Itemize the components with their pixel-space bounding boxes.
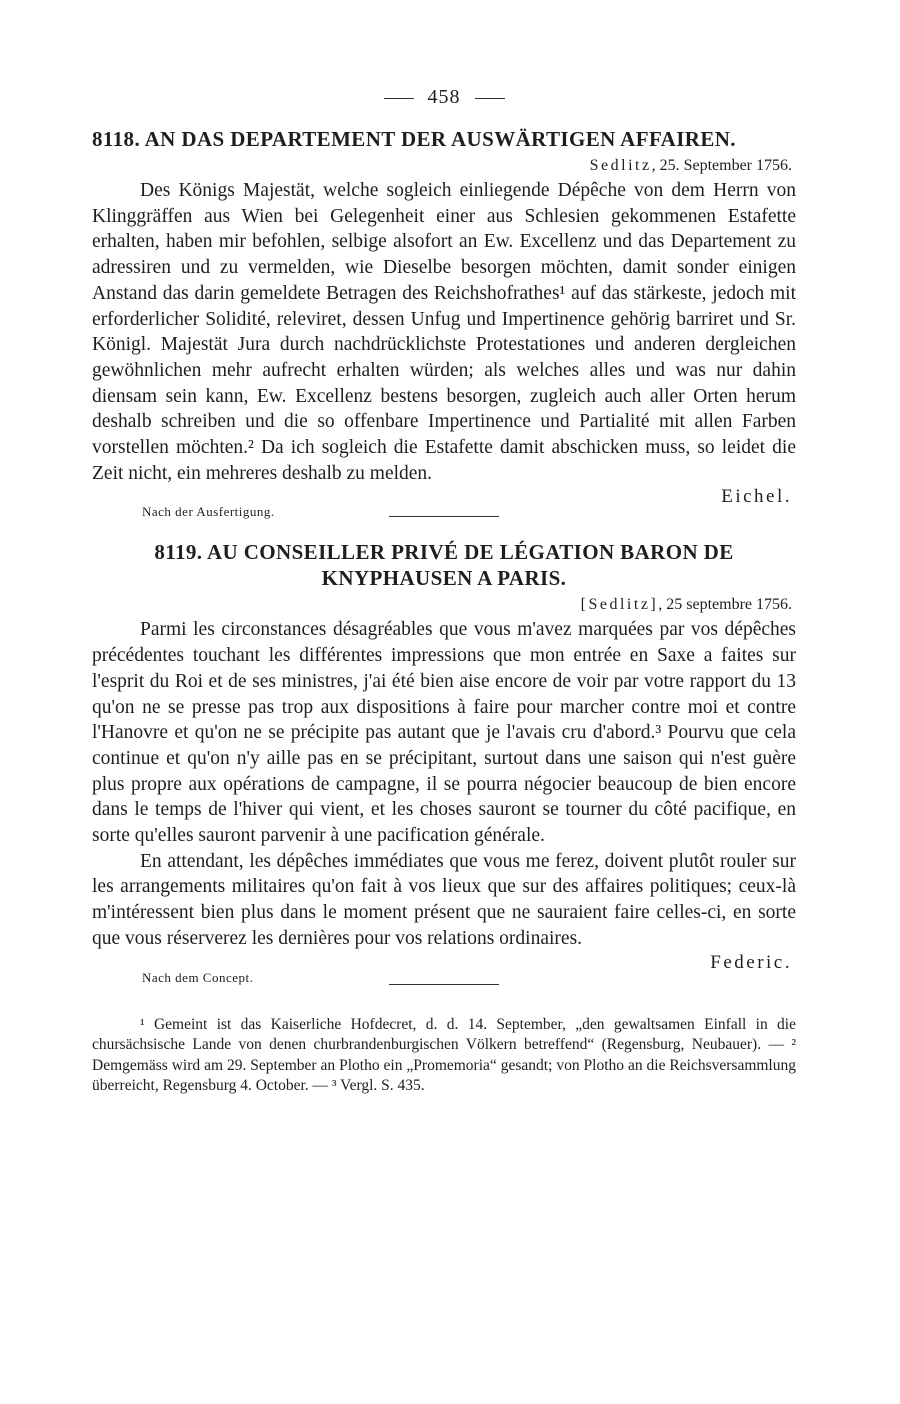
page-number-dash-left	[384, 98, 414, 99]
page-number-dash-right	[475, 98, 505, 99]
dateline-date: , 25 septembre 1756.	[658, 596, 792, 614]
page-number: 458	[427, 86, 461, 108]
dateline-place: [Sedlitz]	[580, 596, 659, 614]
page-number-header	[92, 86, 796, 126]
document-number: 8118.	[92, 127, 141, 151]
letter-body	[92, 617, 796, 951]
footnotes	[92, 1015, 796, 1097]
letter-paragraph: En attendant, les dépêches immédiates que vous me ferez, doivent plutôt rouler sur les arrangements militaires qu'on fait à vos lieux que sur des affaires politiques; ceux-là m'intéressent bien plus dans le moment présent que ne sauraient faire celles-ci, en sorte que vous réserverez les dernières pour vos relations ordinaires.	[92, 850, 796, 949]
signer-name: Eichel.	[721, 486, 792, 508]
document-heading	[92, 539, 796, 591]
document-8118	[92, 126, 796, 520]
source-note: Nach dem Concept.	[142, 969, 254, 985]
document-8119	[92, 539, 796, 985]
footnote-text: ¹ Gemeint ist das Kaiserliche Hofdecret, d. d. 14. September, „den gewaltsamen Einfall in die chursächsische Lande von denen churbrandenburgischen Völkern betreffend“ (Regensburg, Neubauer). — ² Demgemäss wird am 29. September an Plotho ein „Promemoria“ gesandt; von Plotho an die Reichsversammlung überreicht, Regensburg 4. October. — ³ Vergl. S. 435.	[92, 1015, 796, 1095]
dateline-date: , 25. September 1756.	[651, 157, 792, 174]
document-title: AN DAS DEPARTEMENT DER AUSWÄRTIGEN AFFAIREN.	[144, 127, 736, 151]
document-number: 8119.	[154, 540, 203, 565]
dateline	[92, 156, 796, 176]
source-note: Nach der Ausfertigung.	[142, 504, 275, 520]
letter-paragraph: Des Königs Majestät, welche sogleich einliegende Dépêche von dem Herrn von Klinggräffen aus Wien bei Gelegenheit einer aus Schlesien gekommenen Estafette erhalten, haben mir befohlen, selbige alsofort an Ew. Excellenz und das Departement zu adressiren und zu vermelden, wie Dieselbe besorgen möchten, damit sonder einigen Anstand das darin gemeldete Betragen des Reichshofrathes¹ auf das stärkeste, jedoch mit erforderlicher Solidité, releviret, dessen Unfug und Impertinence gehörig barriret und Sr. Königl. Majestät Jura durch nachdrücklichste Protestationes und anderen dergleichen gewöhnlichen mehr aufrecht erhalten würden; als welches alles und was nur dahin diensam sein kann, Ew. Excellenz bestens besorgen, zugleich auch aller Orten herum deshalb schreiben und die so offenbare Impertinence und Partialité mit allen Farben vorstellen möchten.² Da ich sogleich die Estafette damit abschicken muss, so leidet die Zeit nicht, ein mehreres deshalb zu melden.	[92, 180, 796, 484]
signer-name: Federic.	[710, 951, 792, 973]
letter-paragraph: Parmi les circonstances désagréables que vous m'avez marquées par vos dépêches précédentes touchant les différentes impressions que mon entrée en Saxe a faites sur l'esprit du Roi et de ses ministres, j'ai été bien aise encore de voir par votre rapport du 13 qu'on ne se presse pas trop aux dispositions à faire pour marcher contre moi et contre l'Hanovre et qu'on ne se précipite pas autant que je l'avais cru d'abord.³ Pourvu que cela continue et qu'on n'y aille pas en se précipitant, surtout dans une saison qui n'est guère plus propre aux opérations de campagne, il se pourra négocier beaucoup de bien encore dans le temps de l'hiver qui vient, et les choses sauront se tourner du côté pacifique, en sorte qu'elles sauront parvenir à une pacification générale.	[92, 619, 796, 847]
signature-row	[92, 952, 796, 986]
letter-body	[92, 178, 796, 486]
signature-row	[92, 486, 796, 520]
document-title-line2: KNYPHAUSEN A PARIS.	[321, 566, 567, 591]
document-title-line1: AU CONSEILLER PRIVÉ DE LÉGATION BARON DE	[206, 540, 734, 565]
dateline-place: Sedlitz	[589, 157, 652, 174]
dateline	[92, 595, 796, 615]
document-heading	[92, 126, 796, 152]
